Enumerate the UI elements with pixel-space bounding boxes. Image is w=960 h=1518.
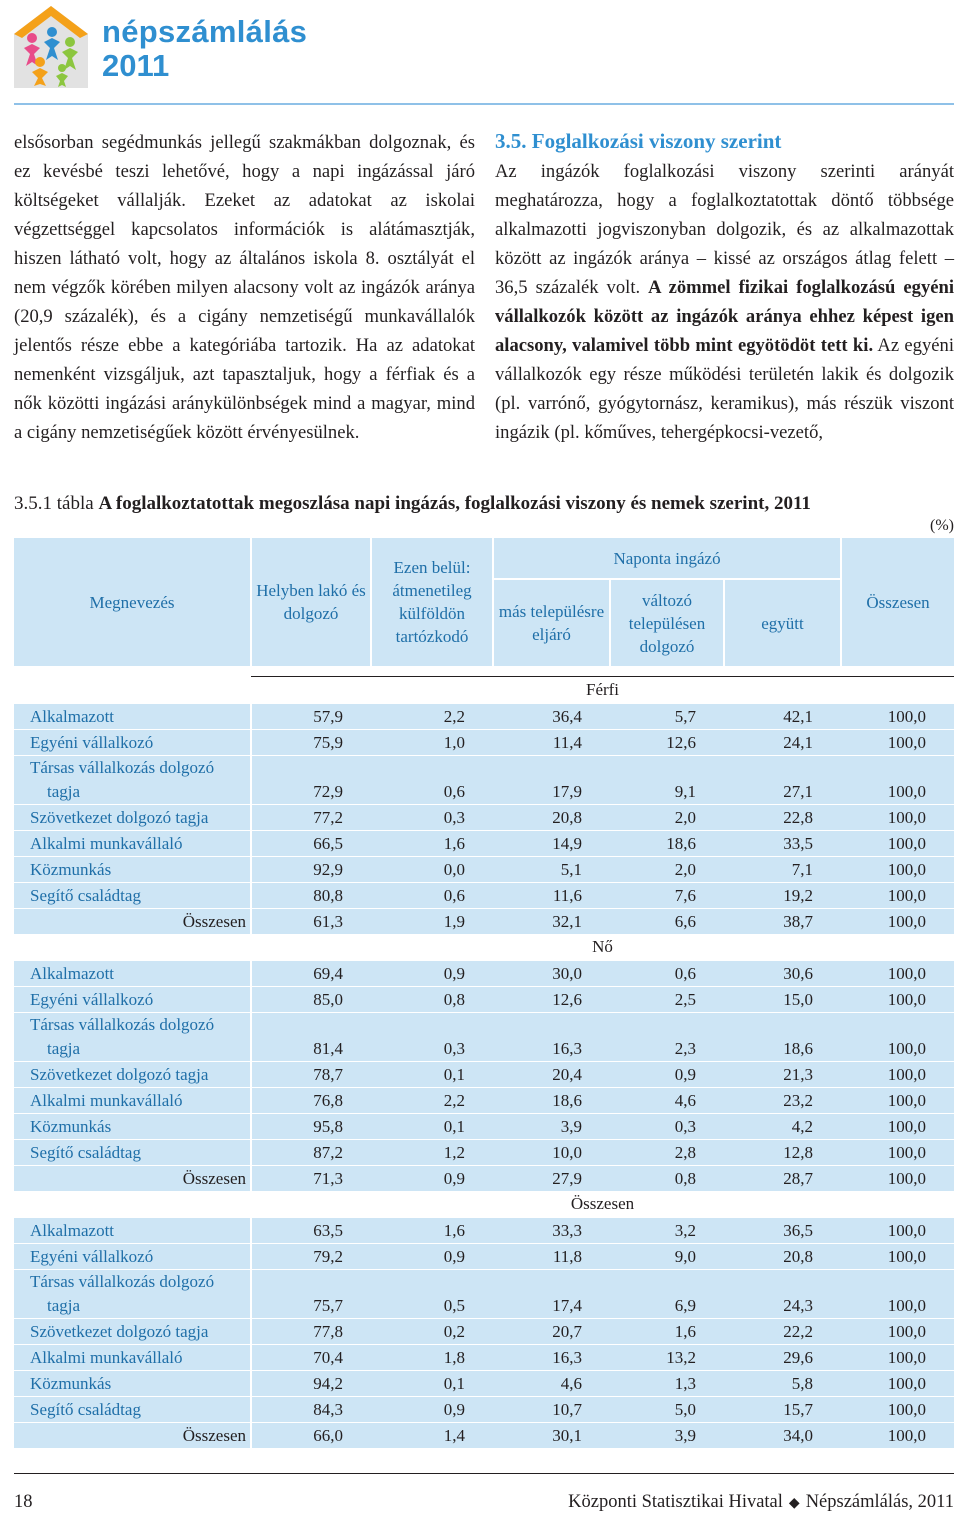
value-cell: 100,0	[841, 961, 954, 987]
value-cell: 17,4	[493, 1270, 610, 1319]
value-cell: 30,6	[724, 961, 841, 987]
row-label: Egyéni vállalkozó	[14, 730, 251, 756]
value-cell: 78,7	[251, 1062, 371, 1088]
value-cell: 9,1	[610, 756, 724, 805]
table-row	[14, 756, 954, 805]
header-name: Megnevezés	[14, 538, 251, 666]
value-cell: 100,0	[841, 704, 954, 730]
value-cell: 27,1	[724, 756, 841, 805]
total-row	[14, 1166, 954, 1192]
total-label: Összesen	[14, 909, 251, 935]
value-cell: 5,1	[493, 857, 610, 883]
header-rule	[14, 103, 954, 105]
value-cell: 18,6	[610, 831, 724, 857]
value-cell: 63,5	[251, 1218, 371, 1244]
value-cell: 22,2	[724, 1319, 841, 1345]
table-row	[14, 1062, 954, 1088]
value-cell: 11,4	[493, 730, 610, 756]
table-number: 3.5.1 tábla	[14, 493, 99, 514]
row-label-line2: tagja	[47, 1296, 81, 1315]
right-text-1: Az ingázók foglalkozási viszony szerinti arányát meghatározza, hogy a foglalkoztatottak döntő többsége alkalmazotti jogviszonyban dolgozik, és az alkalmazottak között az ingázók aránya – kissé az országos átlag felett – 36,5 százalék volt.	[495, 161, 954, 298]
total-row	[14, 1423, 954, 1449]
row-label	[14, 756, 251, 805]
value-cell: 36,5	[724, 1218, 841, 1244]
footer-series: Népszámlálás, 2011	[805, 1492, 954, 1512]
value-cell: 100,0	[841, 1423, 954, 1449]
table-row	[14, 1218, 954, 1244]
value-cell: 30,1	[493, 1423, 610, 1449]
table-unit: (%)	[930, 517, 954, 534]
value-cell: 100,0	[841, 857, 954, 883]
value-cell: 100,0	[841, 1371, 954, 1397]
row-label: Közmunkás	[14, 857, 251, 883]
value-cell: 10,0	[493, 1140, 610, 1166]
value-cell: 0,5	[371, 1270, 493, 1319]
value-cell: 95,8	[251, 1114, 371, 1140]
value-cell: 6,9	[610, 1270, 724, 1319]
value-cell: 1,8	[371, 1345, 493, 1371]
value-cell: 100,0	[841, 1244, 954, 1270]
header-abroad: Ezen belül: átmenetileg külföldön tartózkodó	[371, 538, 493, 666]
row-label: Szövetkezet dolgozó tagja	[14, 1062, 251, 1088]
total-label: Összesen	[14, 1423, 251, 1449]
right-text-bold: A zömmel fizikai foglalkozású egyéni vállalkozók között az ingázók aránya ehhez képest igen alacsony, valamivel több mint egyötödöt tett ki.	[495, 277, 954, 356]
value-cell: 1,6	[371, 1218, 493, 1244]
value-cell: 4,2	[724, 1114, 841, 1140]
footer-rule	[14, 1473, 954, 1474]
page-number: 18	[14, 1492, 33, 1512]
value-cell: 92,9	[251, 857, 371, 883]
value-cell: 20,8	[724, 1244, 841, 1270]
value-cell: 100,0	[841, 1218, 954, 1244]
table-row	[14, 1013, 954, 1062]
value-cell: 34,0	[724, 1423, 841, 1449]
value-cell: 94,2	[251, 1371, 371, 1397]
value-cell: 33,5	[724, 831, 841, 857]
census-house-icon	[10, 4, 92, 88]
value-cell: 1,2	[371, 1140, 493, 1166]
value-cell: 11,6	[493, 883, 610, 909]
value-cell: 70,4	[251, 1345, 371, 1371]
value-cell: 24,1	[724, 730, 841, 756]
value-cell: 0,8	[610, 1166, 724, 1192]
row-label: Közmunkás	[14, 1114, 251, 1140]
right-column	[495, 128, 954, 447]
value-cell: 0,8	[371, 987, 493, 1013]
value-cell: 1,6	[371, 831, 493, 857]
row-label: Alkalmazott	[14, 704, 251, 730]
table-caption	[14, 492, 956, 516]
value-cell: 16,3	[493, 1013, 610, 1062]
logo-word: népszámlálás	[102, 14, 308, 49]
value-cell: 17,9	[493, 756, 610, 805]
value-cell: 0,3	[371, 1013, 493, 1062]
table-row	[14, 1345, 954, 1371]
row-label-line1: Társas vállalkozás dolgozó	[30, 1272, 215, 1291]
row-label-line2: tagja	[47, 1039, 81, 1058]
value-cell: 16,3	[493, 1345, 610, 1371]
header-together: együtt	[724, 579, 841, 666]
value-cell: 100,0	[841, 1319, 954, 1345]
table-row	[14, 883, 954, 909]
value-cell: 100,0	[841, 756, 954, 805]
value-cell: 66,5	[251, 831, 371, 857]
value-cell: 0,6	[371, 883, 493, 909]
value-cell: 30,0	[493, 961, 610, 987]
row-label: Segítő családtag	[14, 1397, 251, 1423]
value-cell: 0,9	[371, 961, 493, 987]
value-cell: 5,0	[610, 1397, 724, 1423]
value-cell: 32,1	[493, 909, 610, 935]
value-cell: 7,1	[724, 857, 841, 883]
value-cell: 33,3	[493, 1218, 610, 1244]
value-cell: 2,2	[371, 1088, 493, 1114]
footer-credit	[568, 1492, 954, 1513]
value-cell: 81,4	[251, 1013, 371, 1062]
row-label: Szövetkezet dolgozó tagja	[14, 1319, 251, 1345]
header-commuting: Naponta ingázó	[493, 538, 841, 579]
row-label	[14, 1013, 251, 1062]
value-cell: 2,2	[371, 704, 493, 730]
row-label: Alkalmi munkavállaló	[14, 1088, 251, 1114]
value-cell: 100,0	[841, 1140, 954, 1166]
value-cell: 10,7	[493, 1397, 610, 1423]
value-cell: 77,8	[251, 1319, 371, 1345]
value-cell: 1,0	[371, 730, 493, 756]
value-cell: 0,2	[371, 1319, 493, 1345]
value-cell: 61,3	[251, 909, 371, 935]
table-row	[14, 1270, 954, 1319]
section-title-cell: Összesen	[251, 1191, 954, 1218]
value-cell: 2,5	[610, 987, 724, 1013]
value-cell: 2,0	[610, 805, 724, 831]
value-cell: 6,6	[610, 909, 724, 935]
value-cell: 1,9	[371, 909, 493, 935]
table-row	[14, 1244, 954, 1270]
row-label: Egyéni vállalkozó	[14, 1244, 251, 1270]
value-cell: 1,6	[610, 1319, 724, 1345]
table-row	[14, 1114, 954, 1140]
table-row	[14, 1371, 954, 1397]
value-cell: 71,3	[251, 1166, 371, 1192]
value-cell: 18,6	[493, 1088, 610, 1114]
value-cell: 69,4	[251, 961, 371, 987]
value-cell: 22,8	[724, 805, 841, 831]
diamond-icon: ◆	[788, 1496, 800, 1511]
value-cell: 100,0	[841, 987, 954, 1013]
section-row	[14, 677, 954, 704]
header-varying: változó településen dolgozó	[610, 579, 724, 666]
value-cell: 21,3	[724, 1062, 841, 1088]
section-row	[14, 934, 954, 961]
table-body	[14, 677, 954, 1449]
value-cell: 87,2	[251, 1140, 371, 1166]
value-cell: 100,0	[841, 1345, 954, 1371]
value-cell: 0,3	[610, 1114, 724, 1140]
value-cell: 75,9	[251, 730, 371, 756]
row-label-line1: Társas vállalkozás dolgozó	[30, 758, 215, 777]
left-column	[14, 128, 475, 447]
value-cell: 14,9	[493, 831, 610, 857]
value-cell: 9,0	[610, 1244, 724, 1270]
value-cell: 0,1	[371, 1062, 493, 1088]
value-cell: 0,1	[371, 1114, 493, 1140]
value-cell: 15,0	[724, 987, 841, 1013]
total-label: Összesen	[14, 1166, 251, 1192]
table-title: A foglalkoztatottak megoszlása napi ingázás, foglalkozási viszony és nemek szerint, 2011	[98, 493, 811, 514]
value-cell: 100,0	[841, 909, 954, 935]
value-cell: 18,6	[724, 1013, 841, 1062]
value-cell: 19,2	[724, 883, 841, 909]
value-cell: 5,8	[724, 1371, 841, 1397]
table-row	[14, 1140, 954, 1166]
row-label: Alkalmi munkavállaló	[14, 1345, 251, 1371]
value-cell: 4,6	[493, 1371, 610, 1397]
header-local: Helyben lakó és dolgozó	[251, 538, 371, 666]
value-cell: 100,0	[841, 1166, 954, 1192]
table-row	[14, 730, 954, 756]
value-cell: 3,9	[493, 1114, 610, 1140]
value-cell: 1,3	[610, 1371, 724, 1397]
value-cell: 0,3	[371, 805, 493, 831]
value-cell: 0,1	[371, 1371, 493, 1397]
table-row	[14, 857, 954, 883]
section-title-cell: Férfi	[251, 677, 954, 704]
value-cell: 100,0	[841, 1270, 954, 1319]
table-row	[14, 987, 954, 1013]
row-label: Alkalmazott	[14, 1218, 251, 1244]
footer-publisher: Központi Statisztikai Hivatal	[568, 1492, 783, 1512]
row-label-line1: Társas vállalkozás dolgozó	[30, 1015, 215, 1034]
value-cell: 0,9	[610, 1062, 724, 1088]
row-label: Egyéni vállalkozó	[14, 987, 251, 1013]
row-label: Segítő családtag	[14, 1140, 251, 1166]
value-cell: 100,0	[841, 1062, 954, 1088]
value-cell: 12,6	[493, 987, 610, 1013]
value-cell: 20,8	[493, 805, 610, 831]
value-cell: 2,3	[610, 1013, 724, 1062]
value-cell: 38,7	[724, 909, 841, 935]
table-row	[14, 805, 954, 831]
value-cell: 80,8	[251, 883, 371, 909]
row-label: Alkalmazott	[14, 961, 251, 987]
value-cell: 100,0	[841, 1088, 954, 1114]
row-label: Alkalmi munkavállaló	[14, 831, 251, 857]
section-title-cell: Nő	[251, 934, 954, 961]
total-row	[14, 909, 954, 935]
value-cell: 27,9	[493, 1166, 610, 1192]
table-row	[14, 961, 954, 987]
value-cell: 100,0	[841, 805, 954, 831]
value-cell: 24,3	[724, 1270, 841, 1319]
value-cell: 75,7	[251, 1270, 371, 1319]
value-cell: 0,9	[371, 1397, 493, 1423]
value-cell: 0,9	[371, 1166, 493, 1192]
value-cell: 3,2	[610, 1218, 724, 1244]
header-other-settlement: más településre eljáró	[493, 579, 610, 666]
value-cell: 100,0	[841, 831, 954, 857]
table-row	[14, 831, 954, 857]
section-row	[14, 1191, 954, 1218]
value-cell: 7,6	[610, 883, 724, 909]
value-cell: 57,9	[251, 704, 371, 730]
right-paragraph	[495, 157, 954, 447]
value-cell: 23,2	[724, 1088, 841, 1114]
value-cell: 29,6	[724, 1345, 841, 1371]
value-cell: 100,0	[841, 883, 954, 909]
section-title: 3.5. Foglalkozási viszony szerint	[495, 129, 782, 153]
value-cell: 72,9	[251, 756, 371, 805]
value-cell: 20,4	[493, 1062, 610, 1088]
value-cell: 100,0	[841, 1114, 954, 1140]
value-cell: 76,8	[251, 1088, 371, 1114]
value-cell: 13,2	[610, 1345, 724, 1371]
value-cell: 0,6	[371, 756, 493, 805]
value-cell: 12,8	[724, 1140, 841, 1166]
value-cell: 12,6	[610, 730, 724, 756]
value-cell: 36,4	[493, 704, 610, 730]
value-cell: 0,6	[610, 961, 724, 987]
value-cell: 79,2	[251, 1244, 371, 1270]
header-row-1	[14, 538, 954, 579]
value-cell: 100,0	[841, 730, 954, 756]
value-cell: 3,9	[610, 1423, 724, 1449]
value-cell: 28,7	[724, 1166, 841, 1192]
table-row	[14, 1088, 954, 1114]
value-cell: 15,7	[724, 1397, 841, 1423]
right-text-2: Az egyéni vállalkozók egy része működési területén lakik és dolgozik (pl. varrónő, gyógytornász, keramikus), más részük viszont ingázik (pl. kőműves, tehergépkocsi-vezető,	[495, 335, 954, 443]
value-cell: 0,9	[371, 1244, 493, 1270]
left-paragraph: elsősorban segédmunkás jellegű szakmákban dolgoznak, és ez kevésbé teszi lehetővé, hogy a napi ingázással járó költségeket vállalják. Ezeket az adatokat az iskolai végzettséggel kapcsolatos információk is alátámasztják, hiszen látható volt, hogy az általános iskola 8. osztályát el nem végzők körében milyen alacsony volt az ingázók aránya (20,9 százalék), és a cigány nemzetiségű munkavállalók jelentős része ebbe a kategóriába tartozik. Ha az adatokat nemenként vizsgáljuk, azt tapasztaljuk, hogy a férfiak és a nők közötti ingázási aránykülönbségek mind a magyar, mind a cigány nemzetiségűek között érvényesülnek.	[14, 132, 475, 443]
header-gap	[14, 666, 954, 677]
value-cell: 11,8	[493, 1244, 610, 1270]
logo-year: 2011	[102, 48, 170, 83]
table-row	[14, 704, 954, 730]
value-cell: 5,7	[610, 704, 724, 730]
value-cell: 0,0	[371, 857, 493, 883]
value-cell: 1,4	[371, 1423, 493, 1449]
row-label: Közmunkás	[14, 1371, 251, 1397]
row-label	[14, 1270, 251, 1319]
row-label: Segítő családtag	[14, 883, 251, 909]
value-cell: 20,7	[493, 1319, 610, 1345]
table-row	[14, 1319, 954, 1345]
value-cell: 2,0	[610, 857, 724, 883]
value-cell: 66,0	[251, 1423, 371, 1449]
header-total: Összesen	[841, 538, 954, 666]
row-label: Szövetkezet dolgozó tagja	[14, 805, 251, 831]
value-cell: 100,0	[841, 1397, 954, 1423]
row-label-line2: tagja	[47, 782, 81, 801]
value-cell: 2,8	[610, 1140, 724, 1166]
data-table	[14, 538, 954, 1448]
census-logo	[10, 4, 308, 90]
value-cell: 4,6	[610, 1088, 724, 1114]
value-cell: 42,1	[724, 704, 841, 730]
value-cell: 84,3	[251, 1397, 371, 1423]
value-cell: 100,0	[841, 1013, 954, 1062]
table-row	[14, 1397, 954, 1423]
value-cell: 85,0	[251, 987, 371, 1013]
value-cell: 77,2	[251, 805, 371, 831]
